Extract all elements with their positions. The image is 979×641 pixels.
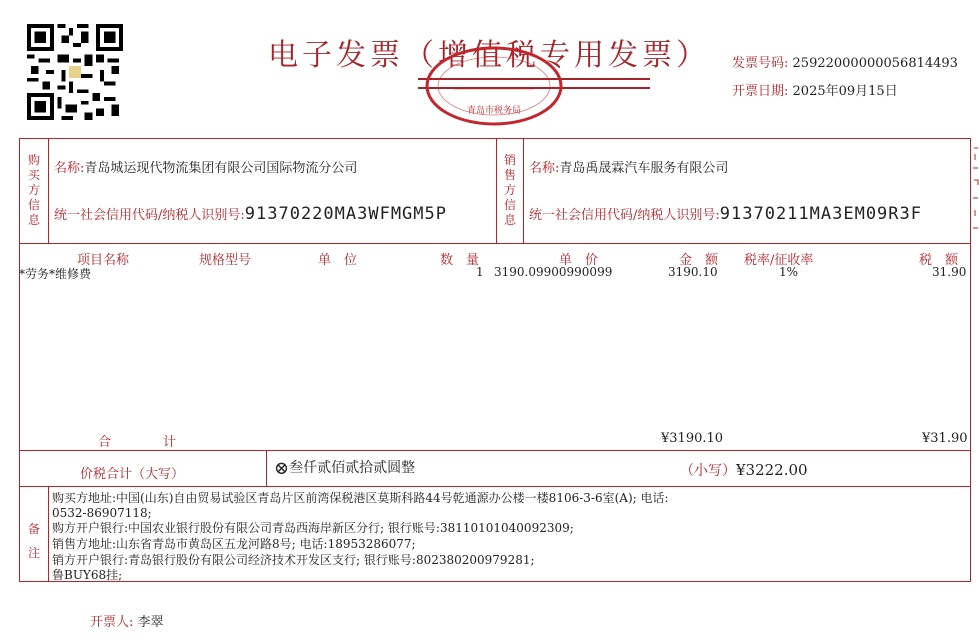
seller-taxid-row — [529, 204, 922, 224]
remark-line: 购买方地址:中国(山东)自由贸易试验区青岛片区前湾保税港区莫斯科路44号乾通源办公楼一楼8106-3-6室(A); 电话: — [52, 491, 669, 505]
total-label: 合 计 — [98, 435, 177, 450]
invoice-number: 25922000000056814493 — [792, 56, 958, 71]
col-header-amount: 金 额 — [679, 253, 719, 268]
divider-words — [20, 486, 970, 487]
item-price: 3190.09900990099 — [494, 265, 613, 279]
seller-name: 青岛禹晟霖汽车服务有限公司 — [559, 161, 729, 176]
col-header-spec: 规格型号 — [199, 253, 252, 268]
seller-taxid-label: 统一社会信用代码/纳税人识别号: — [529, 208, 720, 223]
edge-marks — [972, 140, 979, 250]
item-rate: 1% — [779, 265, 799, 279]
total-amount: ¥3190.10 — [661, 431, 724, 446]
remark-line: 鲁BUY68挂; — [52, 568, 123, 582]
seller-side-label: 销售方信息 — [503, 153, 516, 227]
words-divider — [266, 450, 267, 486]
seller-name-row — [529, 157, 728, 176]
col-header-tax: 税 额 — [919, 253, 959, 268]
invoice-table — [19, 138, 971, 582]
remark-line: 购方开户银行:中国农业银行股份有限公司青岛西海岸新区分行; 银行账号:38110101040092309; — [52, 521, 574, 535]
seller-name-label: 名称: — [529, 161, 560, 176]
item-tax: 31.90 — [932, 265, 967, 279]
issue-date-label: 开票日期: — [732, 84, 789, 99]
col-header-unit: 单 位 — [318, 253, 358, 268]
col-header-price: 单 价 — [559, 253, 599, 268]
issue-date-row — [732, 80, 898, 99]
total-tax: ¥31.90 — [922, 431, 968, 446]
party-middle-divider — [496, 139, 497, 243]
col-header-name: 项目名称 — [77, 253, 130, 268]
divider-total — [20, 450, 970, 451]
buyer-name-label: 名称: — [54, 161, 85, 176]
remarks-side-divider — [48, 486, 49, 582]
tax-bureau-seal — [424, 45, 564, 127]
total-small-row — [680, 460, 808, 480]
remark-line: 0532-86907118; — [52, 506, 152, 520]
buyer-taxid-label: 统一社会信用代码/纳税人识别号: — [54, 208, 245, 223]
buyer-name: 青岛城运现代物流集团有限公司国际物流分公司 — [84, 161, 358, 176]
circle-x-icon: ⊗ — [274, 458, 290, 479]
item-qty: 1 — [476, 265, 484, 279]
divider-party — [20, 243, 970, 244]
total-small: ¥3222.00 — [736, 461, 808, 479]
remark-line: 销方开户银行:青岛银行股份有限公司经济技术开发区支行; 银行账号:802380200979281; — [52, 553, 535, 567]
drawer-row — [90, 611, 164, 630]
buyer-taxid: 91370220MA3WFMGM5P — [244, 204, 447, 224]
total-words-row — [274, 457, 415, 479]
buyer-side-label: 购买方信息 — [27, 153, 40, 227]
seller-taxid: 91370211MA3EM09R3F — [719, 204, 922, 224]
col-header-rate: 税率/征收率 — [744, 253, 814, 268]
remarks-side-label: 备注 — [27, 522, 40, 560]
buyer-side-divider — [48, 139, 49, 243]
total-small-label: （小写） — [680, 463, 736, 479]
item-name: *劳务*维修费 — [19, 267, 92, 281]
col-header-qty: 数 量 — [440, 253, 480, 268]
drawer-name: 李翠 — [137, 615, 164, 630]
invoice-number-row — [732, 52, 958, 71]
remark-line: 销售方地址:山东省青岛市黄岛区五龙河路8号; 电话:18953286077; — [52, 537, 416, 551]
qr-code — [27, 24, 123, 120]
seal-text: 青岛市税务局 — [466, 106, 522, 116]
buyer-taxid-row — [54, 204, 447, 224]
invoice-number-label: 发票号码: — [732, 56, 789, 71]
seller-side-divider — [523, 139, 524, 243]
total-words-label: 价税合计（大写） — [80, 467, 185, 482]
item-amount: 3190.10 — [668, 265, 718, 279]
drawer-label: 开票人: — [90, 615, 134, 630]
issue-date: 2025年09月15日 — [792, 84, 898, 99]
buyer-name-row — [54, 157, 357, 176]
total-words: 叁仟贰佰贰拾贰圆整 — [289, 460, 416, 476]
invoice-title: 电子发票（增值税专用发票） — [268, 38, 710, 73]
